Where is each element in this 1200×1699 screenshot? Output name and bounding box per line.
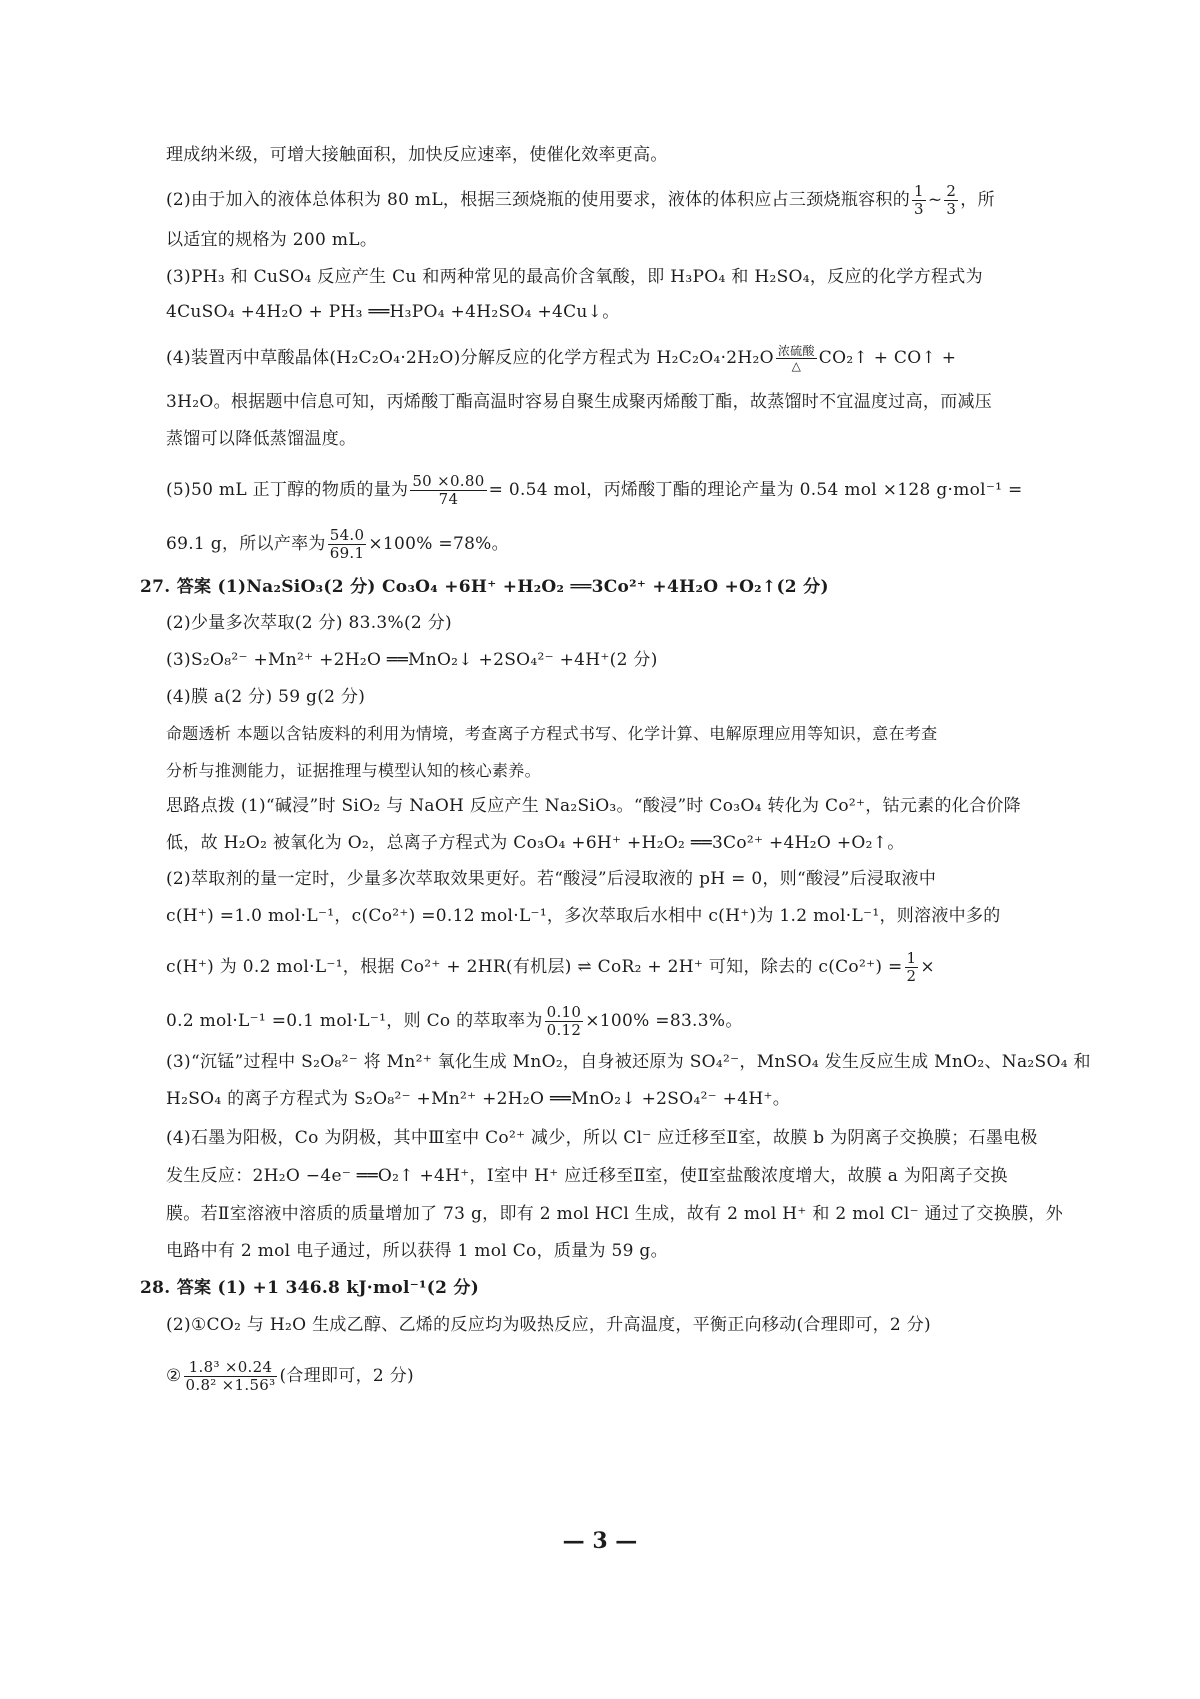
text-line-l24: H₂SO₄ 的离子方程式为 S₂O₈²⁻ +Mn²⁺ +2H₂O ══MnO₂↓ +2SO₄²⁻ +4H⁺。 — [166, 1089, 791, 1109]
text-line-l1: 理成纳米级，可增大接触面积，加快反应速率，使催化效率更高。 — [166, 145, 668, 165]
text-line-l12: (2)少量多次萃取(2 分) 83.3%(2 分) — [166, 613, 452, 633]
text-line-l11: 27. 答案 (1)Na₂SiO₃(2 分) Co₃O₄ +6H⁺ +H₂O₂ ══3Co²⁺ +4H₂O +O₂↑(2 分) — [140, 577, 829, 597]
line-text-after: ×100% =83.3%。 — [585, 1011, 743, 1031]
fraction — [545, 1004, 584, 1039]
page-number: — 3 — — [562, 1528, 638, 1554]
text-line-l3: 以适宜的规格为 200 mL。 — [166, 230, 378, 250]
fraction — [944, 183, 958, 218]
fraction — [184, 1359, 278, 1394]
text-line-l4: (3)PH₃ 和 CuSO₄ 反应产生 Cu 和两种常见的最高价含氧酸，即 H₃PO₄ 和 H₂SO₄，反应的化学方程式为 — [166, 267, 983, 287]
text-line-l2 — [0, 183, 1200, 218]
text-line-l25: (4)石墨为阳极，Co 为阴极，其中Ⅲ室中 Co²⁺ 减少，所以 Cl⁻ 应迁移至Ⅱ室，故膜 b 为阴离子交换膜；石墨电极 — [166, 1128, 1038, 1148]
text-line-l10 — [0, 527, 1200, 562]
fraction-denominator: 69.1 — [329, 544, 365, 562]
text-line-l21 — [0, 950, 1200, 985]
fraction-numerator: 1 — [906, 949, 917, 967]
text-line-l27: 膜。若Ⅱ室溶液中溶质的质量增加了 73 g，即有 2 mol HCl 生成，故有 2 mol H⁺ 和 2 mol Cl⁻ 通过了交换膜，外 — [166, 1204, 1064, 1224]
text-line-l19: (2)萃取剂的量一定时，少量多次萃取效果更好。若“酸浸”后浸取液的 pH = 0，则“酸浸”后浸取液中 — [166, 869, 937, 889]
condition-catalyst: 浓硫酸 — [777, 344, 815, 358]
text-line-l15: 命题透析 本题以含钴废料的利用为情境，考查离子方程式书写、化学计算、电解原理应用等知识，意在考查 — [166, 724, 938, 743]
condition-heat: △ — [791, 359, 802, 373]
fraction-numerator: 2 — [946, 182, 957, 200]
line-text-after: ×100% =78%。 — [368, 534, 509, 554]
fraction-denominator: 2 — [906, 967, 917, 985]
text-line-l28: 电路中有 2 mol 电子通过，所以获得 1 mol Co，质量为 59 g。 — [166, 1241, 668, 1261]
text-line-l17: 思路点拨 (1)“碱浸”时 SiO₂ 与 NaOH 反应产生 Na₂SiO₃。“酸浸”时 Co₃O₄ 转化为 Co²⁺，钴元素的化合价降 — [166, 796, 1021, 816]
text-line-l23: (3)“沉锰”过程中 S₂O₈²⁻ 将 Mn²⁺ 氧化生成 MnO₂，自身被还原为 SO₄²⁻，MnSO₄ 发生反应生成 MnO₂、Na₂SO₄ 和 — [166, 1052, 1091, 1072]
text-line-l14: (4)膜 a(2 分) 59 g(2 分) — [166, 687, 366, 707]
line-text-before: ② — [166, 1366, 182, 1386]
fraction-denominator: 0.8² ×1.56³ — [185, 1376, 276, 1394]
text-line-l9 — [0, 473, 1200, 508]
fraction-numerator: 1 — [914, 182, 924, 200]
fraction-denominator: 0.12 — [546, 1021, 582, 1039]
fraction — [905, 950, 919, 985]
text-line-l22 — [0, 1004, 1200, 1039]
text-line-l26: 发生反应：2H₂O −4e⁻ ══O₂↑ +4H⁺，Ⅰ室中 H⁺ 应迁移至Ⅱ室，使Ⅱ室盐酸浓度增大，故膜 a 为阳离子交换 — [166, 1166, 1008, 1186]
text-line-l31 — [0, 1359, 1200, 1394]
fraction-numerator: 54.0 — [329, 526, 365, 544]
fraction-denominator: 74 — [438, 490, 459, 508]
text-line-l7: 3H₂O。根据题中信息可知，丙烯酸丁酯高温时容易自聚生成聚丙烯酸丁酯，故蒸馏时不宜温度过高，而减压 — [166, 392, 993, 412]
text-line-l30: (2)①CO₂ 与 H₂O 生成乙醇、乙烯的反应均为吸热反应，升高温度，平衡正向移动(合理即可，2 分) — [166, 1315, 931, 1335]
reaction-condition — [776, 345, 817, 372]
fraction-numerator: 1.8³ ×0.24 — [184, 1359, 278, 1377]
text-line-l8: 蒸馏可以降低蒸馏温度。 — [166, 429, 357, 449]
line-text-before: 69.1 g，所以产率为 — [166, 534, 326, 554]
line-text-before: (5)50 mL 正丁醇的物质的量为 — [166, 480, 409, 500]
text-line-l16: 分析与推测能力，证据推理与模型认知的核心素养。 — [166, 761, 541, 780]
text-line-l6 — [0, 345, 1200, 372]
line-text-after: ，所 — [960, 190, 995, 210]
line-text-after: CO₂↑ + CO↑ + — [818, 348, 957, 368]
line-text-before: 0.2 mol·L⁻¹ =0.1 mol·L⁻¹，则 Co 的萃取率为 — [166, 1011, 543, 1031]
line-text-after: × — [920, 957, 935, 977]
text-line-l29: 28. 答案 (1) +1 346.8 kJ·mol⁻¹(2 分) — [140, 1278, 480, 1298]
fraction — [328, 527, 367, 562]
fraction — [912, 183, 926, 218]
fraction-numerator: 0.10 — [546, 1003, 582, 1021]
text-line-l20: c(H⁺) =1.0 mol·L⁻¹，c(Co²⁺) =0.12 mol·L⁻¹，多次萃取后水相中 c(H⁺)为 1.2 mol·L⁻¹，则溶液中多的 — [166, 906, 1001, 926]
range-separator: ~ — [927, 190, 943, 210]
text-line-l18: 低，故 H₂O₂ 被氧化为 O₂，总离子方程式为 Co₃O₄ +6H⁺ +H₂O₂ ══3Co²⁺ +4H₂O +O₂↑。 — [166, 833, 905, 853]
line-text-before: c(H⁺) 为 0.2 mol·L⁻¹，根据 Co²⁺ + 2HR(有机层) ⇌ CoR₂ + 2H⁺ 可知，除去的 c(Co²⁺) = — [166, 957, 903, 977]
line-text-after: (合理即可，2 分) — [279, 1366, 414, 1386]
line-text-before: (2)由于加入的液体总体积为 80 mL，根据三颈烧瓶的使用要求，液体的体积应占三颈烧瓶容积的 — [166, 190, 911, 210]
line-text-before: (4)装置丙中草酸晶体(H₂C₂O₄·2H₂O)分解反应的化学方程式为 H₂C₂O₄·2H₂O — [166, 348, 774, 368]
text-line-l5: 4CuSO₄ +4H₂O + PH₃ ══H₃PO₄ +4H₂SO₄ +4Cu↓。 — [166, 302, 620, 322]
fraction-denominator: 3 — [946, 200, 957, 218]
text-line-l13: (3)S₂O₈²⁻ +Mn²⁺ +2H₂O ══MnO₂↓ +2SO₄²⁻ +4H⁺(2 分) — [166, 650, 658, 670]
fraction — [410, 473, 486, 508]
fraction-numerator: 50 ×0.80 — [412, 472, 485, 490]
fraction-denominator: 3 — [914, 200, 924, 218]
line-text-after: = 0.54 mol，丙烯酸丁酯的理论产量为 0.54 mol ×128 g·mol⁻¹ = — [488, 480, 1023, 500]
